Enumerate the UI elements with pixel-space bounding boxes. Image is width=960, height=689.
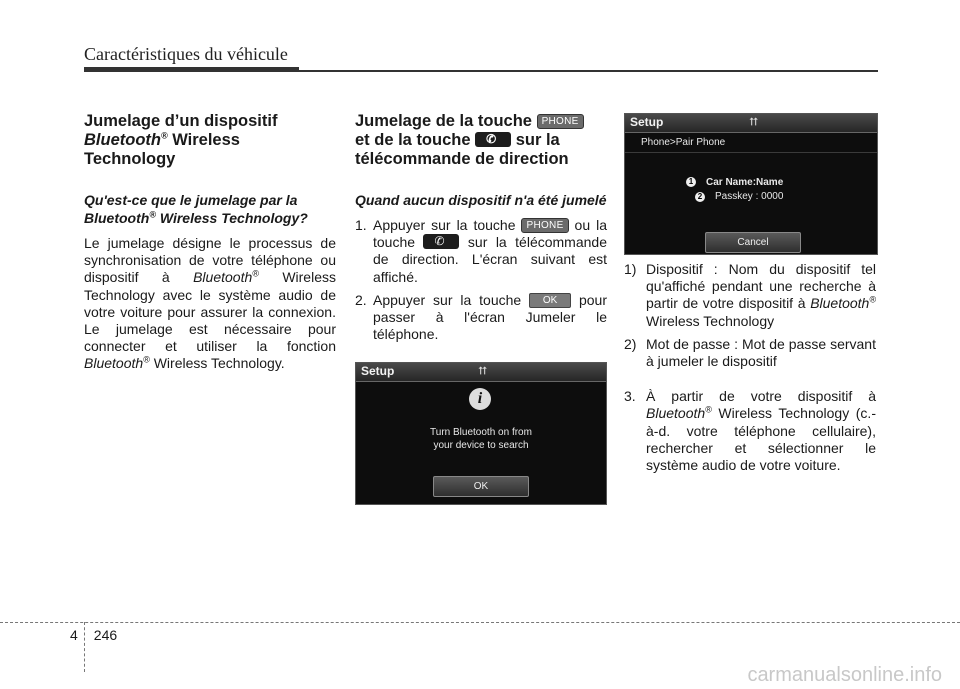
- footer-rule: [0, 622, 960, 623]
- step-2: 2. Appuyer sur la touche OK pour passer à l'écran Jumeler le téléphone.: [355, 291, 607, 343]
- pairing-paragraph: Le jumelage désigne le processus de synchronisation de votre téléphone ou dispositif à Bluetooth® Wireless Technology avec le système audio de votre voiture pour assurer la connexion. Le jumelage est nécessaire pour connecter et utiliser la fonction Bluetooth® Wireless Technology.: [84, 235, 336, 372]
- screen-topbar: [625, 114, 877, 133]
- usb-icon: ⮅: [749, 116, 758, 128]
- steps-list: [355, 217, 607, 343]
- column-pairing-intro: [84, 112, 336, 379]
- details-list: [624, 261, 876, 474]
- callout-1: 1: [686, 177, 696, 187]
- phone-key-label: PHONE: [537, 114, 584, 129]
- column-pair-details: [624, 261, 876, 480]
- pairing-heading: Jumelage d’un dispositif Bluetooth® Wireless Technology: [84, 112, 278, 168]
- screen-message-line2: your device to search: [433, 440, 529, 451]
- pair-phone-screen: [624, 113, 878, 255]
- screen-breadcrumb: Phone>Pair Phone: [641, 137, 726, 148]
- header-rule: [84, 70, 878, 72]
- screen-topbar: [356, 363, 606, 382]
- screen-cancel-button[interactable]: Cancel: [705, 232, 801, 253]
- screen-title: Setup: [361, 364, 395, 378]
- detail-3: 3. À partir de votre dispositif à Bluetooth® Wireless Technology (c.-à-d. votre téléphone cellulaire), rechercher et sélectionner le système audio de votre voiture.: [624, 388, 876, 474]
- section-title: Caractéristiques du véhicule: [84, 44, 288, 64]
- screen-divider: [625, 152, 877, 153]
- car-name-label: Car Name:Name: [706, 177, 784, 188]
- screen-title: Setup: [630, 115, 664, 129]
- pairing-subheading: Qu'est-ce que le jumelage par la Bluetooth® Wireless Technology?: [84, 192, 308, 226]
- bluetooth-on-screen: [355, 362, 607, 505]
- passkey-label: Passkey : 0000: [715, 191, 784, 202]
- callout-2: 2: [695, 192, 705, 202]
- screen-ok-button[interactable]: OK: [433, 476, 529, 497]
- no-device-subheading: Quand aucun dispositif n'a été jumelé: [355, 192, 607, 208]
- call-key-icon: ✆: [423, 234, 459, 249]
- detail-2: 2) Mot de passe : Mot de passe servant à jumeler le dispositif: [624, 335, 876, 370]
- column-phone-key-pairing: [355, 112, 607, 349]
- watermark: carmanualsonline.info: [747, 664, 942, 686]
- ok-key-label: OK: [529, 293, 571, 308]
- screen-message-line1: Turn Bluetooth on from: [430, 427, 532, 438]
- info-icon: i: [469, 388, 491, 410]
- call-key-icon: ✆: [475, 132, 511, 147]
- usb-icon: ⮅: [478, 365, 487, 377]
- phone-key-label: PHONE: [521, 218, 568, 233]
- phone-key-heading: Jumelage de la touche PHONE et de la touche ✆ sur la télécommande de direction: [355, 112, 607, 169]
- detail-1: 1) Dispositif : Nom du dispositif tel qu'affiché pendant une recherche à partir de votre dispositif à Bluetooth® Wireless Technology: [624, 261, 876, 329]
- step-1: 1. Appuyer sur la touche PHONE ou la touche ✆ sur la télécommande de direction. L'écran suivant est affiché.: [355, 217, 607, 285]
- page-number: 4 246: [70, 627, 118, 643]
